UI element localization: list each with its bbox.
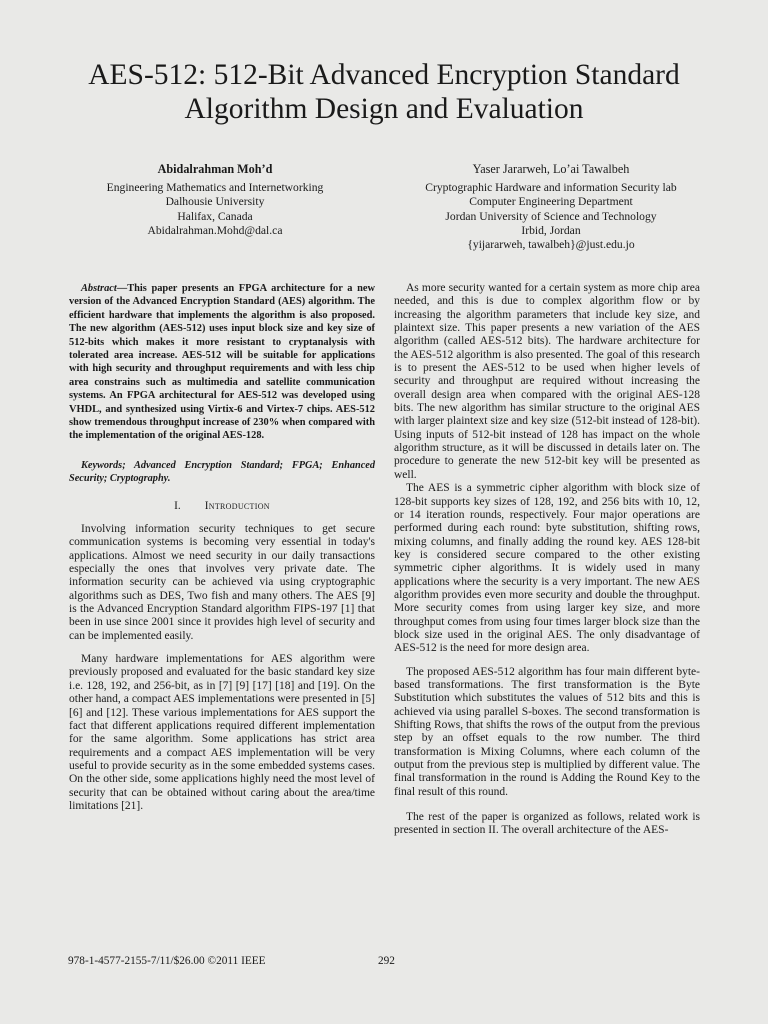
author-block-left bbox=[70, 162, 360, 238]
body-paragraph: Involving information security techniques to get secure communication systems is becoming very essential in today's applications. Almost we need security in our daily transactions especially the ones that involves very private date. The information security can be achieved via using cryptographic algorithms such as DES, Two fish and many others. The AES [9] is the Advanced Encryption Standard algorithm FIPS-197 [1] that been in use since 2001 since it provides high level of security and can be implemented easily. bbox=[69, 523, 375, 642]
author-email: Abidalrahman.Mohd@dal.ca bbox=[147, 223, 283, 237]
left-column bbox=[69, 282, 375, 813]
body-paragraph: As more security wanted for a certain system as more chip area needed, and this is due to complex algorithm flow or by increasing the algorithm parameters that include key size, and plaintext size. This paper presents a new variation of the AES algorithm (called AES-512 bits). The hardware architecture for the AES-512 algorithm is also presented. The goal of this research is to present the AES-512 to be used when higher levels of security and throughput are required without increasing the overall design area when compared with the original AES-128 bits. The new algorithm has similar structure to the original AES with larger plaintext size and key size (512-bit instead of 128-bit). Using inputs of 512-bit instead of 128 has impact on the whole algorithm structure, as it will be discussed in details later on. The procedure to generate the new 512-bit key will be presented as well. bbox=[394, 282, 700, 481]
body-paragraph: The AES is a symmetric cipher algorithm with block size of 128-bit supports key sizes of 128, 192, and 256 bits with 10, 12, or 14 iteration rounds, respectively. Four major operations are performed during each round: byte substitution, shifting rows, mixing columns, and finally adding the round key. AES 128-bit key is considered secure compared to the other existing symmetric cipher algorithms. It is widely used in many applications where the security is a very important. The new AES algorithm provides even more security and double the throughput. More security comes from using larger key size, and more throughput comes from using four times larger block size than the block size used in the original AES. The only disadvantage of AES-512 is the need for more design area. bbox=[394, 482, 700, 655]
page-number: 292 bbox=[378, 955, 395, 967]
affiliation-line: Dalhousie University bbox=[165, 195, 265, 209]
author-block-right bbox=[392, 162, 710, 252]
abstract-label: Abstract bbox=[81, 283, 117, 294]
author-name: Yaser Jararweh, Lo’ai Tawalbeh bbox=[472, 162, 630, 176]
abstract-text: —This paper presents an FPGA architecture for a new version of the Advanced Encryption Standard (AES) algorithm. The efficient hardware that implements the algorithm is also proposed. The new algorithm (AES-512) uses input block size and key size of 512-bits which makes it more resistant to cryptanalysis with tolerated area increase. AES-512 will be suitable for applications with high security and throughput requirements and with less chip area constrains such as multimedia and satellite communication systems. An FPGA architectural for AES-512 was developed using VHDL, and synthesized using Virtix-6 and Virtex-7 chips. AES-512 show tremendous throughput increase of 230% when compared with the implementation of the original AES-128. bbox=[69, 283, 375, 442]
title-line-1: AES-512: 512-Bit Advanced Encryption Standard bbox=[88, 59, 680, 91]
author-name: Abidalrahman Moh’d bbox=[157, 162, 273, 176]
author-email: {yijararweh, tawalbeh}@just.edu.jo bbox=[467, 238, 635, 252]
section-heading bbox=[69, 500, 375, 513]
body-paragraph: The proposed AES-512 algorithm has four main different byte-based transformations. The first transformation is the Byte Substitution which substitutes the values of 512 bits and this is achieved via using parallel S-boxes. The second transformation is Shifting Rows, that shifts the rows of the output from the previous step by an offset equals to the row number. The third transformation is Mixing Columns, where each column of the output from the previous step is multiplied by different value. The final transformation in the round is Adding the Round Key to the final result of this round. bbox=[394, 665, 700, 798]
affiliation-line: Computer Engineering Department bbox=[469, 195, 633, 209]
section-title: Introduction bbox=[204, 499, 270, 512]
affiliation-line: Engineering Mathematics and Internetworking bbox=[106, 181, 324, 195]
keywords: Keywords; Advanced Encryption Standard; FPGA; Enhanced Security; Cryptography. bbox=[69, 459, 375, 485]
right-column bbox=[394, 282, 700, 838]
body-paragraph: The rest of the paper is organized as follows, related work is presented in section II. The overall architecture of the AES- bbox=[394, 811, 700, 837]
title-line-2: Algorithm Design and Evaluation bbox=[184, 93, 584, 125]
affiliation-line: Cryptographic Hardware and information Security lab bbox=[425, 181, 677, 195]
abstract bbox=[69, 282, 375, 443]
body-paragraph: Many hardware implementations for AES algorithm were previously proposed and evaluated for the basic standard key size i.e. 128, 192, and 256-bit, as in [7] [9] [17] [18] and [19]. On the other hand, a compact AES implementations were presented in [5] [6] and [12]. These various implementations for AES support the fact that different applications required different implementation for the same algorithm. Some applications has strict area requirements and a compact AES implementation will be very useful to provide security as in the some embedded systems cases. On the other side, some applications highly need the most level of security that can be obtained without caring about the area/time limitations [21]. bbox=[69, 653, 375, 812]
affiliation-line: Jordan University of Science and Technology bbox=[445, 209, 657, 223]
paper-title bbox=[40, 58, 728, 126]
affiliation-line: Halifax, Canada bbox=[177, 209, 253, 223]
section-number: I. bbox=[174, 499, 181, 512]
affiliation-line: Irbid, Jordan bbox=[521, 223, 581, 237]
copyright-notice: 978-1-4577-2155-7/11/$26.00 ©2011 IEEE bbox=[68, 955, 266, 967]
